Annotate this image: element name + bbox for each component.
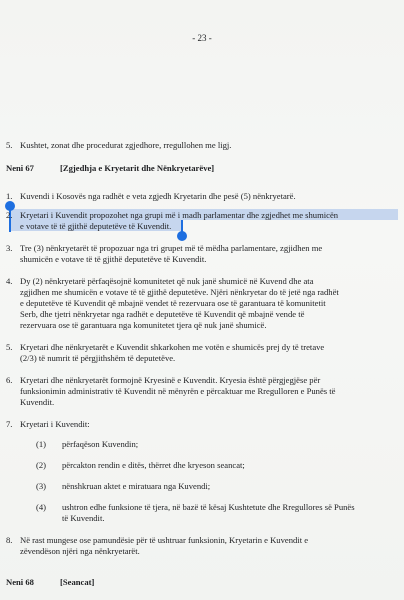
- para-6-line: Kuvendit.: [20, 397, 55, 407]
- para-1-line: Kuvendi i Kosovës nga radhët e veta zgjedh Kryetarin dhe pesë (5) nënkryetarë.: [20, 191, 296, 201]
- para-8-line: zëvendëson njëri nga nënkryetarët.: [20, 546, 140, 556]
- para-3-number: 3.: [6, 243, 13, 253]
- para-5-line: Kryetari dhe nënkryetarët e Kuvendit shkarkohen me votën e shumicës prej dy të tretave: [20, 342, 325, 352]
- para-2-number: 2.: [6, 210, 13, 220]
- para-4-line: zgjidhen me shumicën e votave të të gjithë deputetëve. Njëri nënkryetar do të jetë nga radhët: [20, 287, 339, 297]
- para-1-number: 1.: [6, 191, 13, 201]
- para-3-line: Tre (3) nënkryetarët të propozuar nga tri grupet më të mëdha parlamentare, zgjidhen me: [20, 243, 323, 253]
- para-4-line: Serb, dhe tjetri nënkryetar nga radhët e deputetëve të Kuvendit që mbajnë vende të: [20, 309, 305, 319]
- para-7-line: Kryetari i Kuvendit:: [20, 419, 90, 429]
- item-5-number: 5.: [6, 140, 13, 150]
- para-6-line: Kryetari dhe nënkryetarët formojnë Kryesinë e Kuvendit. Kryesia është përgjegjëse për: [20, 375, 321, 385]
- para-6-number: 6.: [6, 375, 13, 385]
- para-7-number: 7.: [6, 419, 13, 429]
- para-3-line: shumicën e votave të të gjithë deputetëve të Kuvendit.: [20, 254, 207, 264]
- subitem-3-number: (3): [36, 481, 47, 491]
- article-67-title: [Zgjedhja e Kryetarit dhe Nënkryetarëve]: [60, 163, 215, 173]
- subitem-3-text: nënshkruan aktet e miratuara nga Kuvendi;: [62, 481, 211, 491]
- para-4-line: rezervuara ose të garantuara nga komunitetet tjera që nuk janë shumicë.: [20, 320, 267, 330]
- para-4-number: 4.: [6, 276, 13, 286]
- para-6-line: funksionimin administrativ të Kuvendit në mënyrën e përcaktuar me Rregulloren e Punës të: [20, 386, 336, 396]
- subitem-2-number: (2): [36, 460, 47, 470]
- para-8-number: 8.: [6, 535, 13, 545]
- article-68-label: Neni 68: [6, 577, 34, 587]
- subitem-2-text: përcakton rendin e ditës, thërret dhe kryeson seancat;: [62, 460, 245, 470]
- para-4-line: Dy (2) nënkryetarë përfaqësojnë komunitetet që nuk janë shumicë në Kuvend dhe ata: [20, 276, 314, 286]
- para-5-number: 5.: [6, 342, 13, 352]
- subitem-4-line: të Kuvendit.: [62, 513, 105, 523]
- subitem-1-number: (1): [36, 439, 47, 449]
- article-67-label: Neni 67: [6, 163, 34, 173]
- subitem-4-line: ushtron edhe funksione të tjera, në bazë të kësaj Kushtetute dhe Rregullores së Punës: [62, 502, 355, 512]
- subitem-1-text: përfaqëson Kuvendin;: [62, 439, 139, 449]
- subitem-4-number: (4): [36, 502, 47, 512]
- page-number: - 23 -: [192, 33, 212, 43]
- para-5-line: (2/3) të numrit të përgjithshëm të deputetëve.: [20, 353, 176, 363]
- para-8-line: Në rast mungese ose pamundësie për të ushtruar funksionin, Kryetarin e Kuvendit e: [20, 535, 309, 545]
- para-2-line: e votave të të gjithë deputetëve të Kuvendit.: [20, 221, 172, 231]
- selection-end-handle[interactable]: [177, 231, 187, 241]
- para-2-line: Kryetari i Kuvendit propozohet nga grupi më i madh parlamentar dhe zgjedhet me shumicën: [20, 210, 339, 220]
- article-68-title: [Seancat]: [60, 577, 95, 587]
- item-5-text: Kushtet, zonat dhe procedurat zgjedhore, rregullohen me ligj.: [20, 140, 232, 150]
- para-4-line: e deputetëve të Kuvendit që mbajnë vendet të rezervuara ose të garantuara të komunitetit: [20, 298, 326, 308]
